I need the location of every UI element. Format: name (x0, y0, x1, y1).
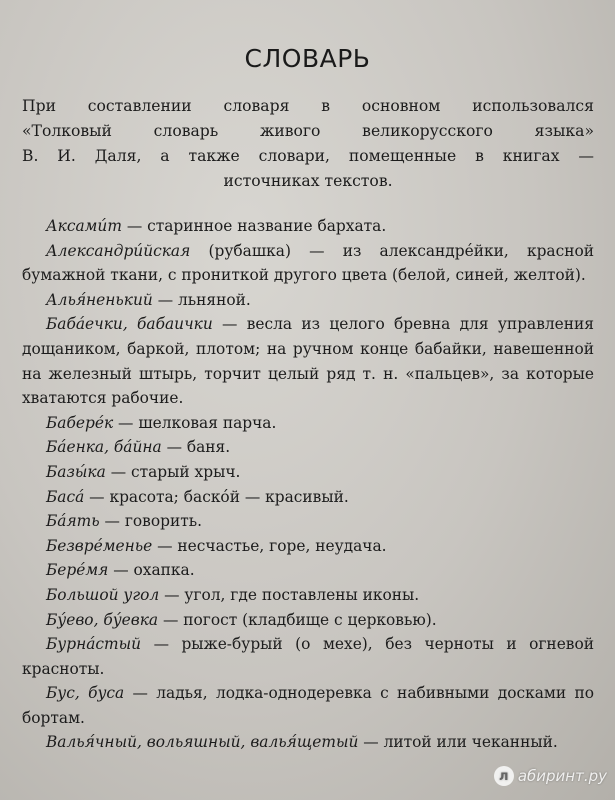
dictionary-entry (22, 214, 594, 239)
dictionary-entry (22, 730, 594, 755)
dictionary-entry (22, 288, 594, 313)
dictionary-entry (22, 485, 594, 510)
intro-line: «Толковый словарь живого великорусского языка» (22, 122, 594, 140)
dictionary-entry (22, 435, 594, 460)
entry-definition: — несчастье, горе, неудача. (152, 536, 387, 555)
dictionary-entry (22, 681, 594, 730)
dictionary-entry (22, 632, 594, 681)
entry-term: Бере́мя (46, 561, 109, 580)
dictionary-entry (22, 312, 594, 410)
entry-term: Баса́ (46, 487, 85, 506)
entry-definition: — угол, где поставлены иконы. (159, 585, 420, 604)
entry-definition: (рубашка) — из александре́йки, красной бумажной ткани, с прониткой другого цвета (белой, синей, желтой). (22, 241, 594, 285)
entry-term: Бурна́стый (46, 635, 142, 654)
entry-definition: — рыже-бурый (о мехе), без черноты и огневой красноты. (22, 635, 594, 678)
entry-term: Большой угол (46, 585, 160, 604)
dictionary-entry (22, 509, 594, 534)
entry-definition: — баня. (161, 438, 231, 457)
entry-definition: — шелковая парча. (113, 413, 277, 432)
dictionary-entry (22, 460, 594, 485)
entry-definition: — охапка. (108, 561, 195, 580)
intro-line: источниках текстов. (223, 172, 393, 190)
dictionary-entry (22, 239, 594, 288)
entry-definition: — старинное название бархата. (121, 217, 387, 235)
page-title: СЛОВАРЬ (244, 44, 371, 73)
entry-definition: — литой или чеканный. (358, 733, 558, 752)
entry-term: Аксами́т (46, 217, 122, 235)
entry-definition: — ладья, лодка-однодеревка с набивными досками по бортам. (22, 684, 594, 727)
dictionary-entry (22, 534, 594, 559)
entry-definition: — весла из целого бревна для управления дощаником, баркой, плотом; на ручном конце бабайки, навешенной на железный штырь, торчит целый ряд т. н. «пальцев», за которые хватаются рабочие. (22, 315, 594, 408)
entry-term: Валья́чный, вольяшный, валья́щетый (46, 733, 359, 752)
entry-term: Безвре́менье (46, 536, 153, 555)
entry-definition: — красота; баско́й — красивый. (84, 487, 349, 506)
entry-term: Бус, буса (46, 684, 125, 703)
watermark-text: абиринт.ру (517, 767, 607, 785)
entry-definition: — старый хрыч. (105, 462, 241, 481)
entry-definition: — говорить. (99, 512, 202, 531)
intro-paragraph (22, 94, 594, 194)
entry-term: Ба́ять (46, 512, 100, 531)
intro-line: При составлении словаря в основном использовался (22, 97, 594, 115)
entry-term: Бу́ево, бу́евка (46, 610, 159, 629)
intro-line: В. И. Даля, а также словари, помещенные в книгах — (22, 147, 594, 165)
dictionary-entries (22, 214, 594, 755)
labirint-logo-icon: л (494, 766, 514, 786)
entry-term: Бабере́к (46, 413, 114, 432)
entry-term: Баба́ечки, бабаички (46, 315, 213, 334)
entry-term: Александри́йская (46, 241, 191, 260)
entry-definition: — погост (кладбище с церковью). (158, 610, 437, 629)
dictionary-entry (22, 558, 594, 583)
entry-definition: — льняной. (152, 290, 251, 309)
dictionary-entry (22, 583, 594, 608)
dictionary-entry (22, 608, 594, 633)
entry-term: Алья́ненький (46, 290, 153, 309)
watermark (494, 766, 607, 786)
dictionary-entry (22, 411, 594, 436)
entry-term: Базы́ка (46, 462, 106, 481)
entry-term: Ба́енка, ба́йна (46, 438, 162, 457)
